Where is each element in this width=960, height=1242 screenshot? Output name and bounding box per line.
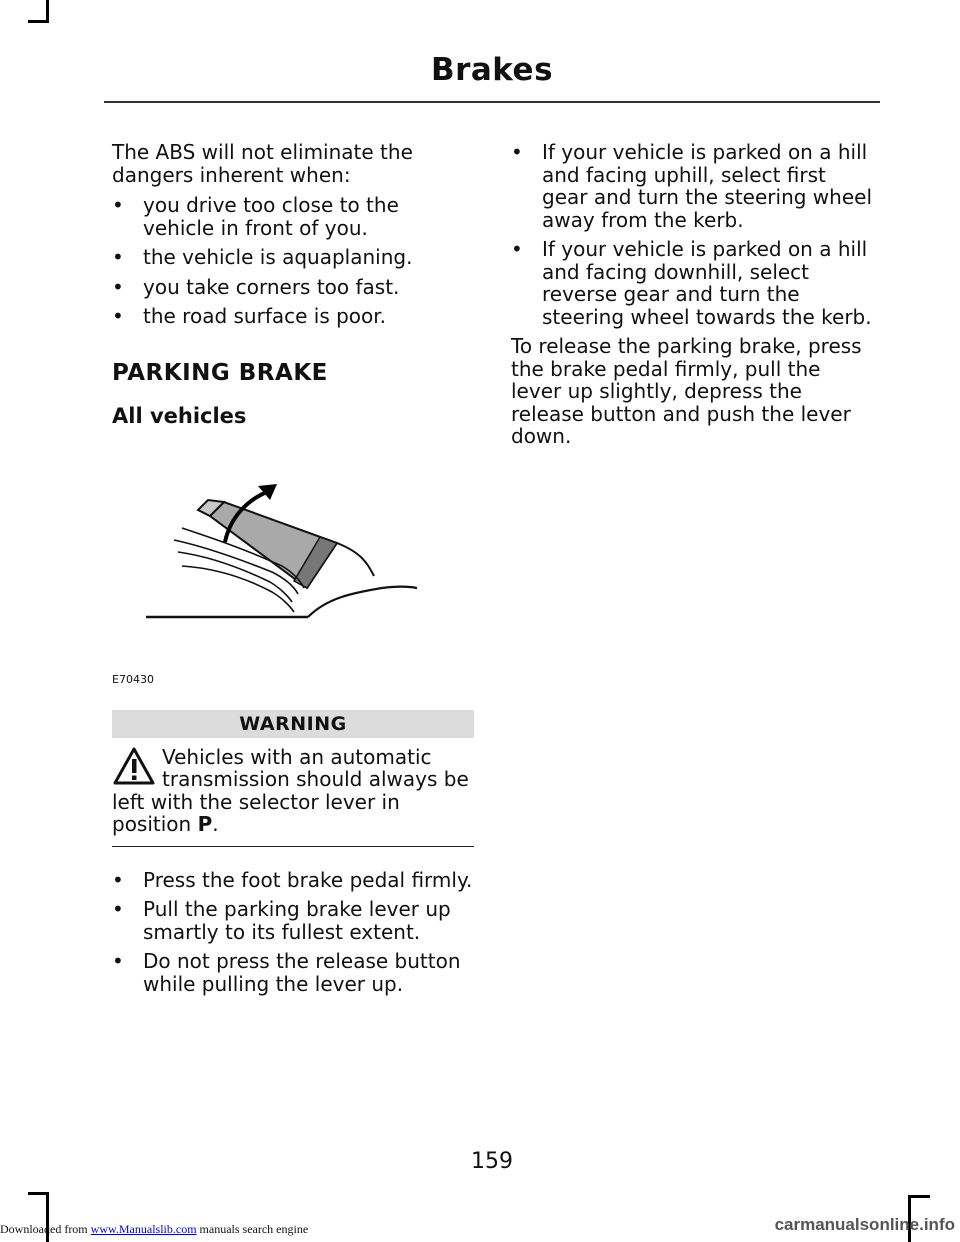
manualslib-link[interactable]: www.Manualslib.com [90,1222,197,1236]
bullet-glyph: • [112,245,124,269]
warning-heading: WARNING [112,710,474,738]
parking-brake-lever-illustration [112,448,474,668]
page-number: 159 [471,1149,513,1174]
subsection-heading: All vehicles [112,403,247,428]
bullet-glyph: • [112,274,124,299]
parking-steps-list [112,869,474,996]
warning-box [112,746,474,847]
bullet-glyph: • [511,140,523,164]
left-column [112,141,474,1002]
abs-intro: The ABS will not eliminate the dangers inherent when: [112,140,413,187]
list-item: • the road surface is poor. [112,304,387,328]
list-item: • you take corners too fast. [112,274,400,299]
bullet-glyph: • [112,193,124,217]
bullet-glyph: • [112,867,124,892]
bullet-glyph: • [112,897,124,921]
parking-brake-figure [112,448,474,688]
bullet-glyph: • [112,949,124,973]
bullet-glyph: • [112,304,124,328]
list-item: • Do not press the release button while pulling the lever up. [112,949,461,996]
list-item: • the vehicle is aquaplaning. [112,245,413,269]
list-item: • If your vehicle is parked on a hill and facing uphill, select first gear and turn the steering wheel away from the kerb. [511,140,872,232]
right-column [511,141,877,456]
release-instructions: To release the parking brake, press the brake pedal firmly, pull the lever up slightly, depress the release button and push the lever down. [511,334,862,448]
abs-danger-list [112,194,474,328]
figure-code: E70430 [112,672,154,686]
warning-text: Vehicles with an automatic transmission should always be left with the selector lever in position P. [112,744,469,836]
title-rule [104,101,880,103]
download-footer: Downloaded from www.Manualslib.com manuals search engine [0,1222,309,1236]
list-item: • you drive too close to the vehicle in front of you. [112,193,399,240]
hill-parking-list [511,141,877,328]
bullet-glyph: • [511,237,523,261]
position-p: P [197,812,213,836]
crop-mark [46,0,49,22]
list-item: • Pull the parking brake lever up smartly to its fullest extent. [112,897,451,944]
watermark: carmanualsonline.info [774,1215,955,1234]
list-item: • Press the foot brake pedal firmly. [112,867,473,892]
crop-mark [908,1195,930,1198]
list-item: • If your vehicle is parked on a hill and facing downhill, select reverse gear and turn the steering wheel towards the kerb. [511,237,872,329]
page-title: Brakes [430,52,554,88]
warning-triangle-icon [112,746,156,786]
section-heading: PARKING BRAKE [112,359,328,386]
crop-mark [28,20,49,23]
